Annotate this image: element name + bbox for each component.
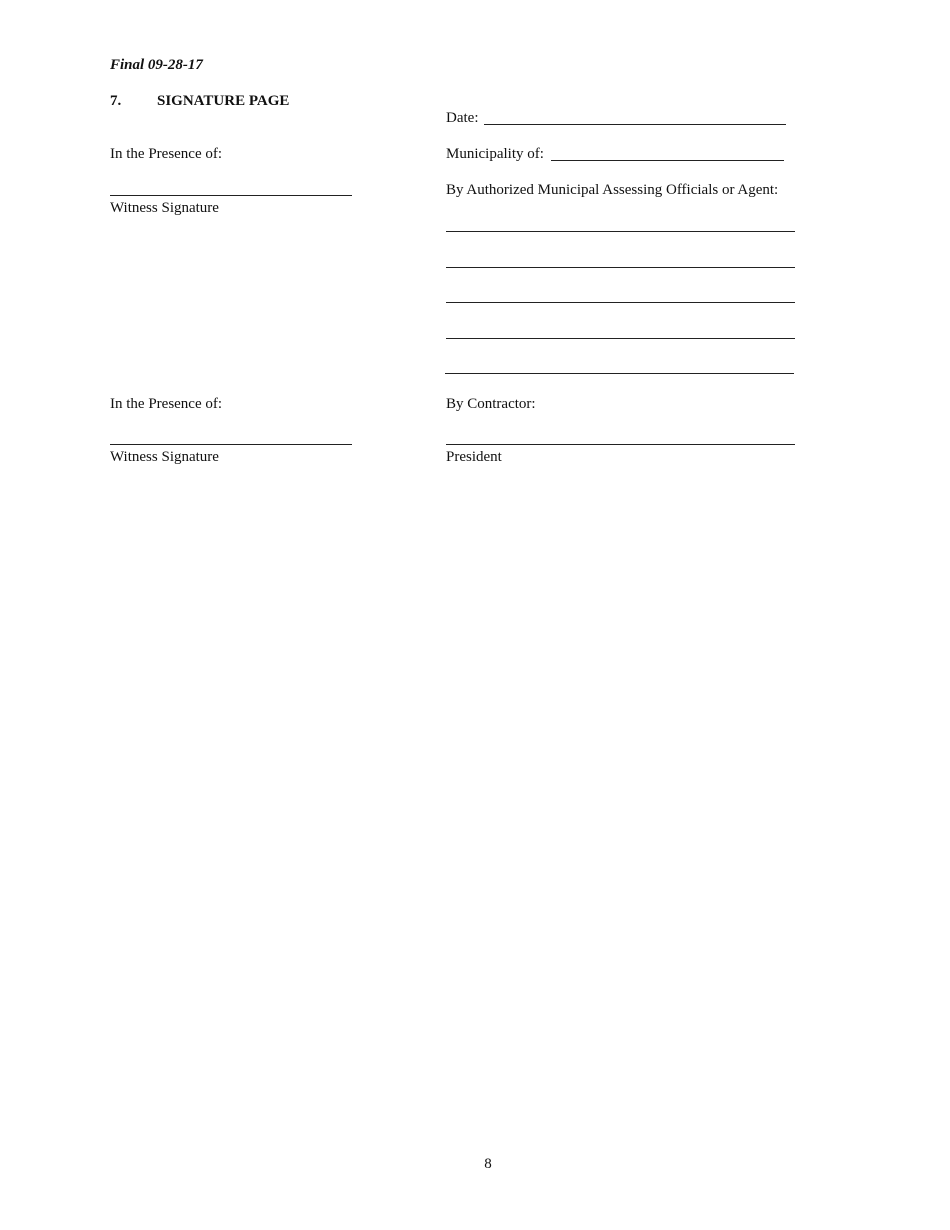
official-signature-line-2[interactable]	[446, 267, 795, 268]
contractor-label: By Contractor:	[446, 396, 536, 412]
presence-label-2: In the Presence of:	[110, 396, 223, 412]
section-number: 7.	[110, 93, 122, 109]
president-signature-line[interactable]	[446, 444, 795, 445]
witness-signature-line-1[interactable]	[110, 195, 352, 196]
municipality-line[interactable]	[551, 160, 784, 161]
date-signature-line[interactable]	[484, 124, 786, 125]
official-signature-line-4[interactable]	[446, 338, 795, 339]
official-signature-line-1[interactable]	[446, 231, 795, 232]
section-title: SIGNATURE PAGE	[157, 93, 290, 109]
witness-label-2: Witness Signature	[110, 449, 219, 465]
date-label: Date:	[446, 110, 479, 126]
authorized-officials-label: By Authorized Municipal Assessing Officials or Agent:	[446, 182, 779, 198]
presence-label-1: In the Presence of:	[110, 146, 223, 162]
official-signature-line-3[interactable]	[446, 302, 795, 303]
president-label: President	[446, 449, 502, 465]
witness-label-1: Witness Signature	[110, 200, 219, 216]
document-version: Final 09-28-17	[110, 57, 203, 73]
official-signature-line-5[interactable]	[445, 373, 794, 374]
page-number: 8	[484, 1156, 492, 1172]
witness-signature-line-2[interactable]	[110, 444, 352, 445]
municipality-label: Municipality of:	[446, 146, 544, 162]
